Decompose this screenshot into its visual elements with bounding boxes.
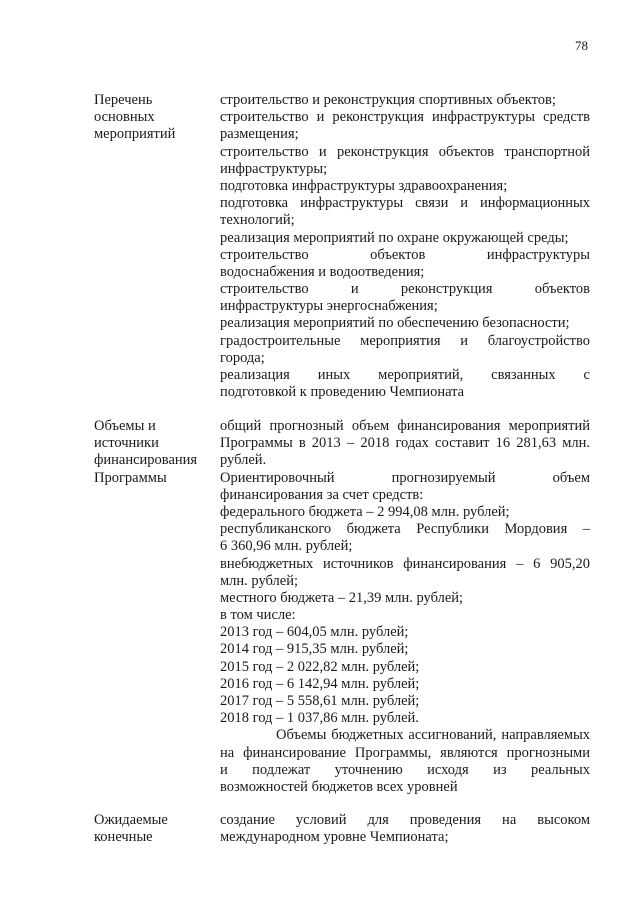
text-line: внебюджетных источников финансирования – 6 905,20 bbox=[220, 555, 590, 572]
text-line: реализация мероприятий по охране окружающей среды; bbox=[220, 229, 569, 246]
section-content bbox=[220, 418, 590, 796]
text-line: строительство и реконструкция спортивных объектов; bbox=[220, 92, 556, 108]
section-label-line: основных bbox=[94, 109, 155, 126]
section-financing bbox=[94, 418, 590, 796]
text-line: 2017 год – 5 558,61 млн. рублей; bbox=[220, 693, 420, 709]
section-label-line: Программы bbox=[94, 469, 167, 486]
section-label bbox=[94, 418, 220, 796]
text-line: строительство и реконструкция инфраструктуры средств bbox=[220, 109, 590, 126]
section-label-line: Объемы и bbox=[94, 418, 156, 434]
section-label bbox=[94, 92, 220, 401]
text-line: 6 360,96 млн. рублей; bbox=[220, 538, 353, 555]
section-label-line: Ожидаемые bbox=[94, 812, 168, 828]
text-line: создание условий для проведения на высоком bbox=[220, 812, 590, 828]
text-line: финансирования за счет средств: bbox=[220, 486, 424, 503]
text-line: международном уровне Чемпионата; bbox=[220, 829, 449, 846]
text-line: города; bbox=[220, 349, 265, 366]
text-line: водоснабжения и водоотведения; bbox=[220, 263, 425, 280]
text-line: 2016 год – 6 142,94 млн. рублей; bbox=[220, 675, 420, 692]
text-line: Программы в 2013 – 2018 годах составит 16 281,63 млн. bbox=[220, 435, 590, 452]
text-line: Ориентировочный прогнозируемый объем bbox=[220, 469, 590, 486]
text-line: строительство и реконструкция объектов транспортной bbox=[220, 143, 590, 160]
text-line: размещения; bbox=[220, 126, 299, 143]
section-content bbox=[220, 812, 590, 846]
text-line: и подлежат уточнению исходя из реальных bbox=[220, 761, 590, 778]
text-line: инфраструктуры энергоснабжения; bbox=[220, 298, 438, 315]
text-line: федерального бюджета – 2 994,08 млн. рублей; bbox=[220, 503, 510, 520]
text-line: реализация иных мероприятий, связанных с bbox=[220, 367, 590, 383]
page-number: 78 bbox=[575, 38, 588, 53]
text-line: строительство объектов инфраструктуры bbox=[220, 246, 590, 263]
text-line: 2014 год – 915,35 млн. рублей; bbox=[220, 641, 409, 658]
text-line: рублей. bbox=[220, 452, 267, 469]
text-line: на финансирование Программы, являются прогнозными bbox=[220, 744, 590, 761]
text-line: подготовка инфраструктуры связи и информационных bbox=[220, 195, 590, 212]
text-line: 2018 год – 1 037,86 млн. рублей. bbox=[220, 710, 419, 727]
text-line: общий прогнозный объем финансирования мероприятий bbox=[220, 418, 590, 434]
text-line: строительство и реконструкция объектов bbox=[220, 281, 590, 298]
text-line: инфраструктуры; bbox=[220, 160, 328, 177]
text-line: в том числе: bbox=[220, 607, 296, 624]
text-line: возможностей бюджетов всех уровней bbox=[220, 778, 458, 795]
text-line: 2015 год – 2 022,82 млн. рублей; bbox=[220, 658, 420, 675]
text-line: 2013 год – 604,05 млн. рублей; bbox=[220, 624, 409, 641]
section-content bbox=[220, 92, 590, 401]
text-line: технологий; bbox=[220, 212, 295, 229]
section-label-line: мероприятий bbox=[94, 126, 176, 143]
text-line: республиканского бюджета Республики Мордовия – bbox=[220, 521, 590, 538]
section-activities-list bbox=[94, 92, 590, 401]
text-line: градостроительные мероприятия и благоустройство bbox=[220, 332, 590, 349]
text-line: местного бюджета – 21,39 млн. рублей; bbox=[220, 589, 464, 606]
section-label-line: конечные bbox=[94, 829, 153, 846]
section-label-line: финансирования bbox=[94, 452, 198, 469]
section-label bbox=[94, 812, 220, 846]
text-line: реализация мероприятий по обеспечению безопасности; bbox=[220, 315, 570, 332]
text-line: подготовка инфраструктуры здравоохранения; bbox=[220, 177, 508, 194]
text-line: млн. рублей; bbox=[220, 572, 299, 589]
section-label-line: Перечень bbox=[94, 92, 153, 108]
section-label-line: источники bbox=[94, 435, 159, 452]
text-line: подготовкой к проведению Чемпионата bbox=[220, 384, 465, 401]
section-expected-results bbox=[94, 812, 590, 846]
text-line: Объемы бюджетных ассигнований, направляемых bbox=[276, 727, 590, 744]
